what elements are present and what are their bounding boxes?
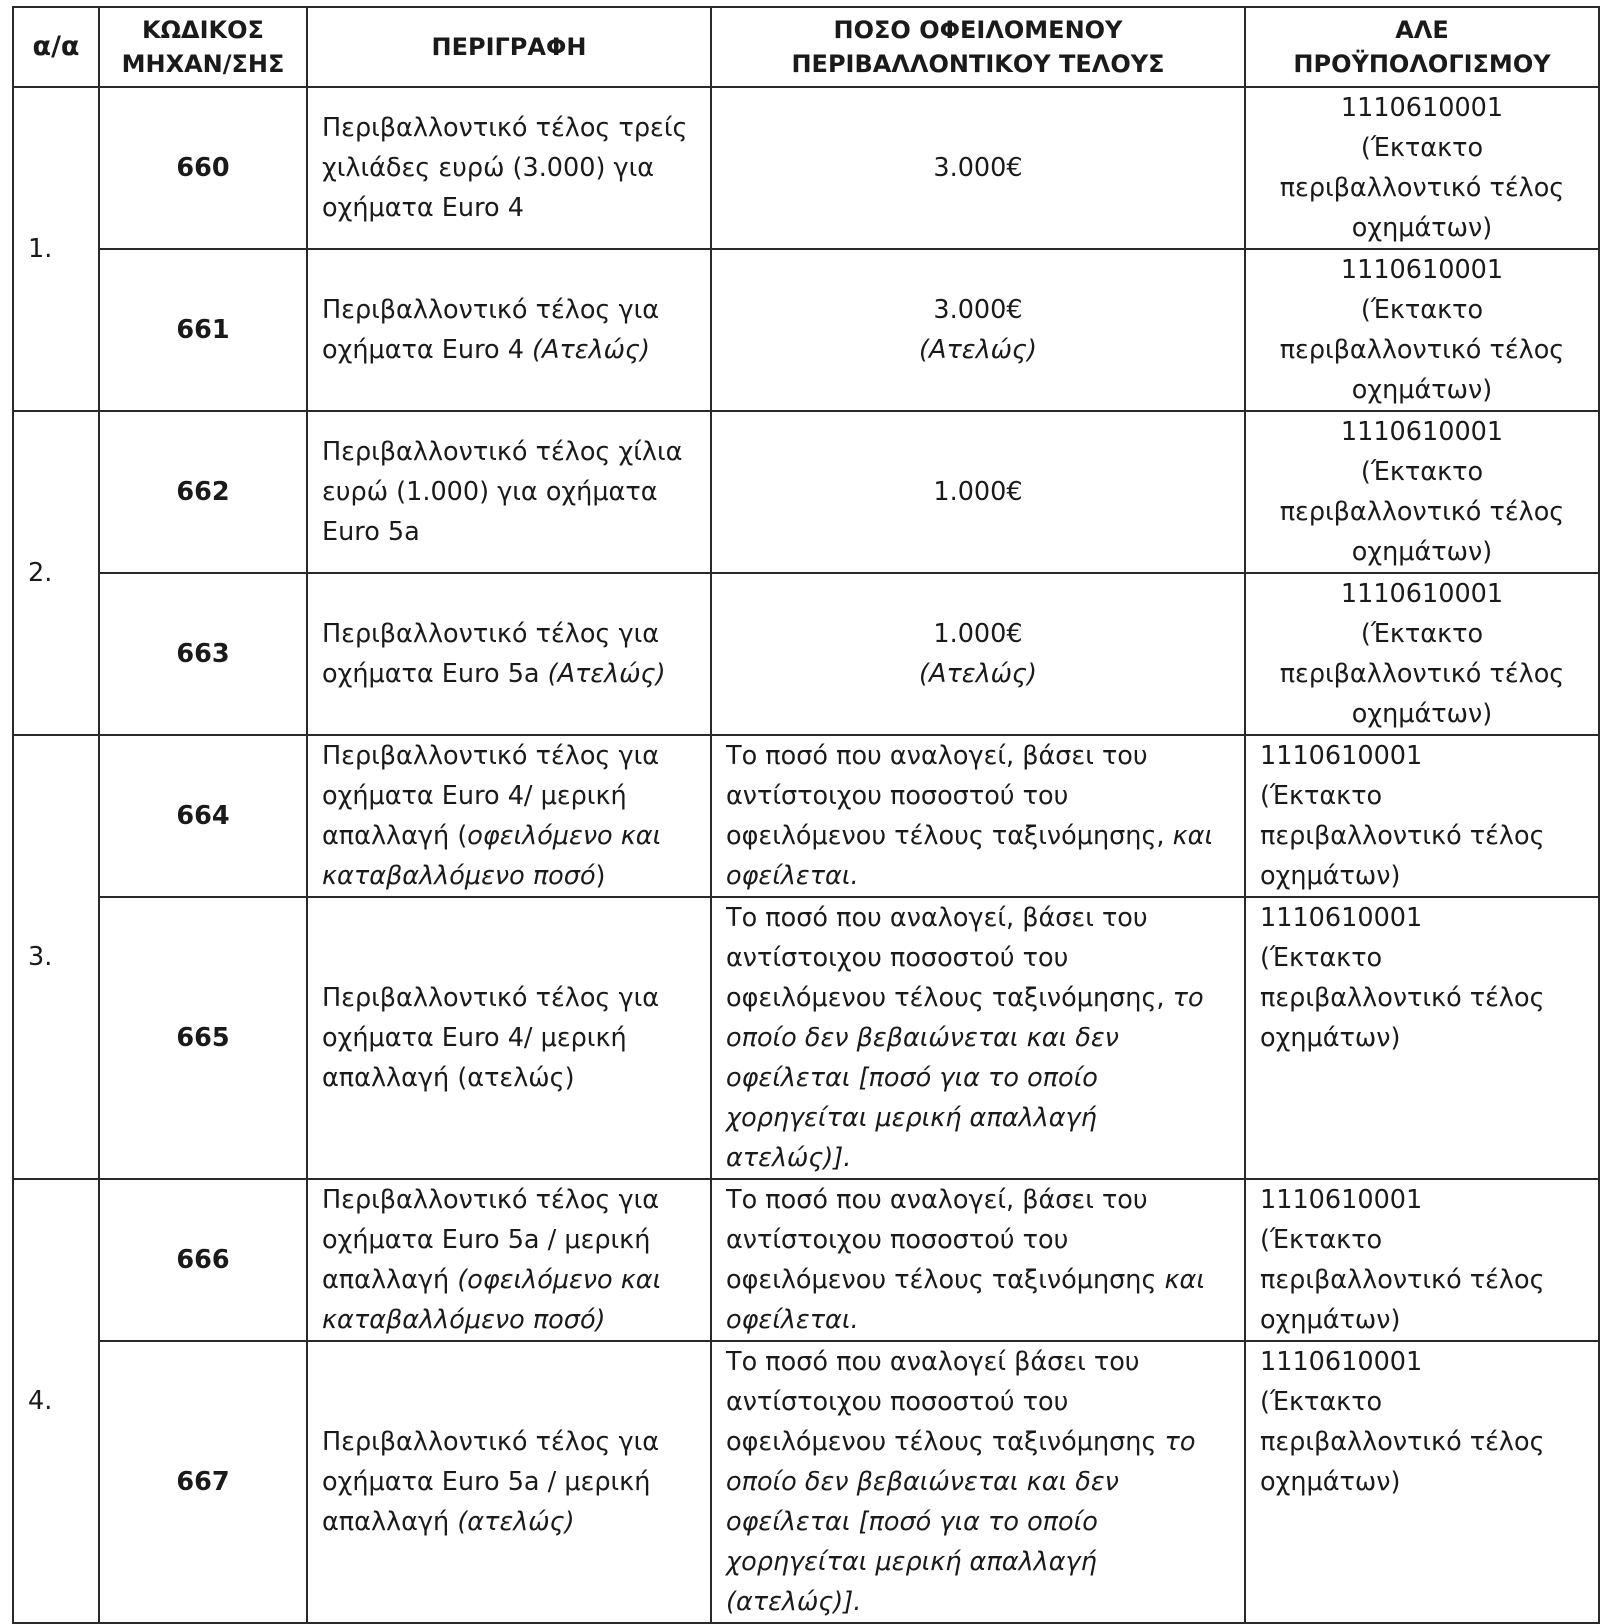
description: Περιβαλλοντικό τέλος για οχήματα Euro 5a / μερική απαλλαγή (οφειλόμενο και καταβαλλόμενο ποσό) — [307, 1179, 711, 1341]
amount: 1.000€ (Ατελώς) — [711, 573, 1245, 735]
ale-code: 1110610001 (Έκτακτο περιβαλλοντικό τέλος οχημάτων) — [1245, 897, 1599, 1179]
environmental-fee-table — [12, 6, 1600, 1624]
amount: Το ποσό που αναλογεί, βάσει του αντίστοιχου ποσοστού του οφειλόμενου τέλους ταξινόμησης, και οφείλεται. — [711, 735, 1245, 897]
machine-code: 666 — [99, 1179, 307, 1341]
machine-code: 665 — [99, 897, 307, 1179]
table-row — [13, 411, 1599, 573]
ale-code: 1110610001 (Έκτακτο περιβαλλοντικό τέλος οχημάτων) — [1245, 735, 1599, 897]
header-description: ΠΕΡΙΓΡΑΦΗ — [307, 7, 711, 87]
machine-code: 661 — [99, 249, 307, 411]
ale-code: 1110610001 (Έκτακτο περιβαλλοντικό τέλος οχημάτων) — [1245, 1179, 1599, 1341]
description: Περιβαλλοντικό τέλος για οχήματα Euro 4 (Ατελώς) — [307, 249, 711, 411]
header-ale: ΑΛΕ ΠΡΟΫΠΟΛΟΓΙΣΜΟΥ — [1245, 7, 1599, 87]
group-number: 1. — [13, 87, 99, 411]
amount: Το ποσό που αναλογεί βάσει του αντίστοιχου ποσοστού του οφειλόμενου τέλους ταξινόμησης το οποίο δεν βεβαιώνεται και δεν οφείλεται [ποσό για το οποίο χορηγείται μερική απαλλαγή (ατελώς)]. — [711, 1341, 1245, 1623]
header-amount: ΠΟΣΟ ΟΦΕΙΛΟΜΕΝΟΥ ΠΕΡΙΒΑΛΛΟΝΤΙΚΟΥ ΤΕΛΟΥΣ — [711, 7, 1245, 87]
amount: Το ποσό που αναλογεί, βάσει του αντίστοιχου ποσοστού του οφειλόμενου τέλους ταξινόμησης, το οποίο δεν βεβαιώνεται και δεν οφείλεται [ποσό για το οποίο χορηγείται μερική απαλλαγή ατελώς)]. — [711, 897, 1245, 1179]
machine-code: 663 — [99, 573, 307, 735]
amount: 3.000€ — [711, 87, 1245, 249]
description: Περιβαλλοντικό τέλος τρείς χιλιάδες ευρώ (3.000) για οχήματα Euro 4 — [307, 87, 711, 249]
description: Περιβαλλοντικό τέλος για οχήματα Euro 5a (Ατελώς) — [307, 573, 711, 735]
machine-code: 667 — [99, 1341, 307, 1623]
machine-code: 662 — [99, 411, 307, 573]
description: Περιβαλλοντικό τέλος για οχήματα Euro 4/ μερική απαλλαγή (ατελώς) — [307, 897, 711, 1179]
table-row — [13, 573, 1599, 735]
ale-code: 1110610001 (Έκτακτο περιβαλλοντικό τέλος οχημάτων) — [1245, 1341, 1599, 1623]
header-aa: α/α — [13, 7, 99, 87]
table-row — [13, 897, 1599, 1179]
table-row — [13, 249, 1599, 411]
amount: 1.000€ — [711, 411, 1245, 573]
group-number: 4. — [13, 1179, 99, 1623]
header-code: ΚΩΔΙΚΟΣ ΜΗΧΑΝ/ΣΗΣ — [99, 7, 307, 87]
description: Περιβαλλοντικό τέλος για οχήματα Euro 4/ μερική απαλλαγή (οφειλόμενο και καταβαλλόμενο ποσό) — [307, 735, 711, 897]
header-row — [13, 7, 1599, 87]
ale-code: 1110610001 (Έκτακτο περιβαλλοντικό τέλος οχημάτων) — [1245, 573, 1599, 735]
machine-code: 660 — [99, 87, 307, 249]
table-row — [13, 87, 1599, 249]
ale-code: 1110610001 (Έκτακτο περιβαλλοντικό τέλος οχημάτων) — [1245, 411, 1599, 573]
group-number: 2. — [13, 411, 99, 735]
ale-code: 1110610001 (Έκτακτο περιβαλλοντικό τέλος οχημάτων) — [1245, 249, 1599, 411]
amount: Το ποσό που αναλογεί, βάσει του αντίστοιχου ποσοστού του οφειλόμενου τέλους ταξινόμησης και οφείλεται. — [711, 1179, 1245, 1341]
description: Περιβαλλοντικό τέλος για οχήματα Euro 5a / μερική απαλλαγή (ατελώς) — [307, 1341, 711, 1623]
description: Περιβαλλοντικό τέλος χίλια ευρώ (1.000) για οχήματα Euro 5a — [307, 411, 711, 573]
table-row — [13, 1179, 1599, 1341]
group-number: 3. — [13, 735, 99, 1179]
amount: 3.000€ (Ατελώς) — [711, 249, 1245, 411]
table-row — [13, 735, 1599, 897]
table-row — [13, 1341, 1599, 1623]
ale-code: 1110610001 (Έκτακτο περιβαλλοντικό τέλος οχημάτων) — [1245, 87, 1599, 249]
machine-code: 664 — [99, 735, 307, 897]
